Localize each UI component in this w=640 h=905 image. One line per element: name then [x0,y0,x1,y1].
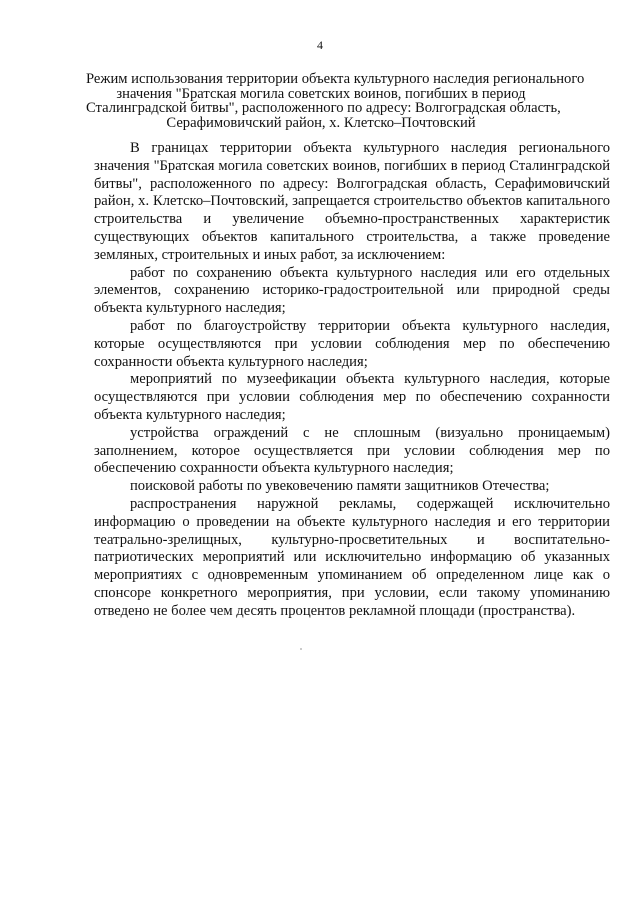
document-body [94,140,610,621]
title-line: значения "Братская могила советских воинов, погибших в период [116,85,526,102]
intro-paragraph: В границах территории объекта культурного наследия регионального значения "Братская могила советских воинов, погибших в период Сталинградской битвы", расположенного по адресу: Волгоградская область, Серафимовичский район, х. Клетско–Почтовский, запрещается строительство объектов капитального строительства и увеличение объемно-пространственных характеристик существующих объектов капитального строительства, а также проведение земляных, строительных и иных работ, за исключением: [94,140,610,263]
scan-speck [300,648,302,650]
exception-item: поисковой работы по увековечению памяти защитников Отечества; [130,478,550,495]
exception-item: работ по сохранению объекта культурного наследия или его отдельных элементов, сохранению историко-градостроительной или природной среды объекта культурного наследия; [94,264,610,317]
exception-item: распространения наружной рекламы, содержащей исключительно информацию о проведении на объекте культурного наследия и его территории театрально-зрелищных, культурно-просветительных и воспитательно-патриотических мероприятий или исключительно информацию об указанных мероприятиях с одновременным упоминанием об определенном лице как о спонсоре конкретного мероприятия, при условии, если такому упоминанию отведено не более чем десять процентов рекламной площади (пространства). [94,495,610,619]
page-number: 4 [317,38,323,52]
title-line: Серафимовичский район, х. Клетско–Почтовский [166,114,476,131]
exception-item: устройства ограждений с не сплошным (визуально проницаемым) заполнением, которое осуществляется при условии соблюдения мер по обеспечению сохранности объекта культурного наследия; [94,424,610,477]
exception-item: работ по благоустройству территории объекта культурного наследия, которые осуществляются при условии соблюдения мер по обеспечению сохранности объекта культурного наследия; [94,317,610,370]
document-title [86,71,585,131]
exception-item: мероприятий по музеефикации объекта культурного наследия, которые осуществляются при условии соблюдения мер по обеспечению сохранности объекта культурного наследия; [94,371,610,423]
title-line: Сталинградской битвы", расположенного по адресу: Волгоградская область, [86,100,561,116]
title-line: Режим использования территории объекта культурного наследия регионального [86,71,585,87]
